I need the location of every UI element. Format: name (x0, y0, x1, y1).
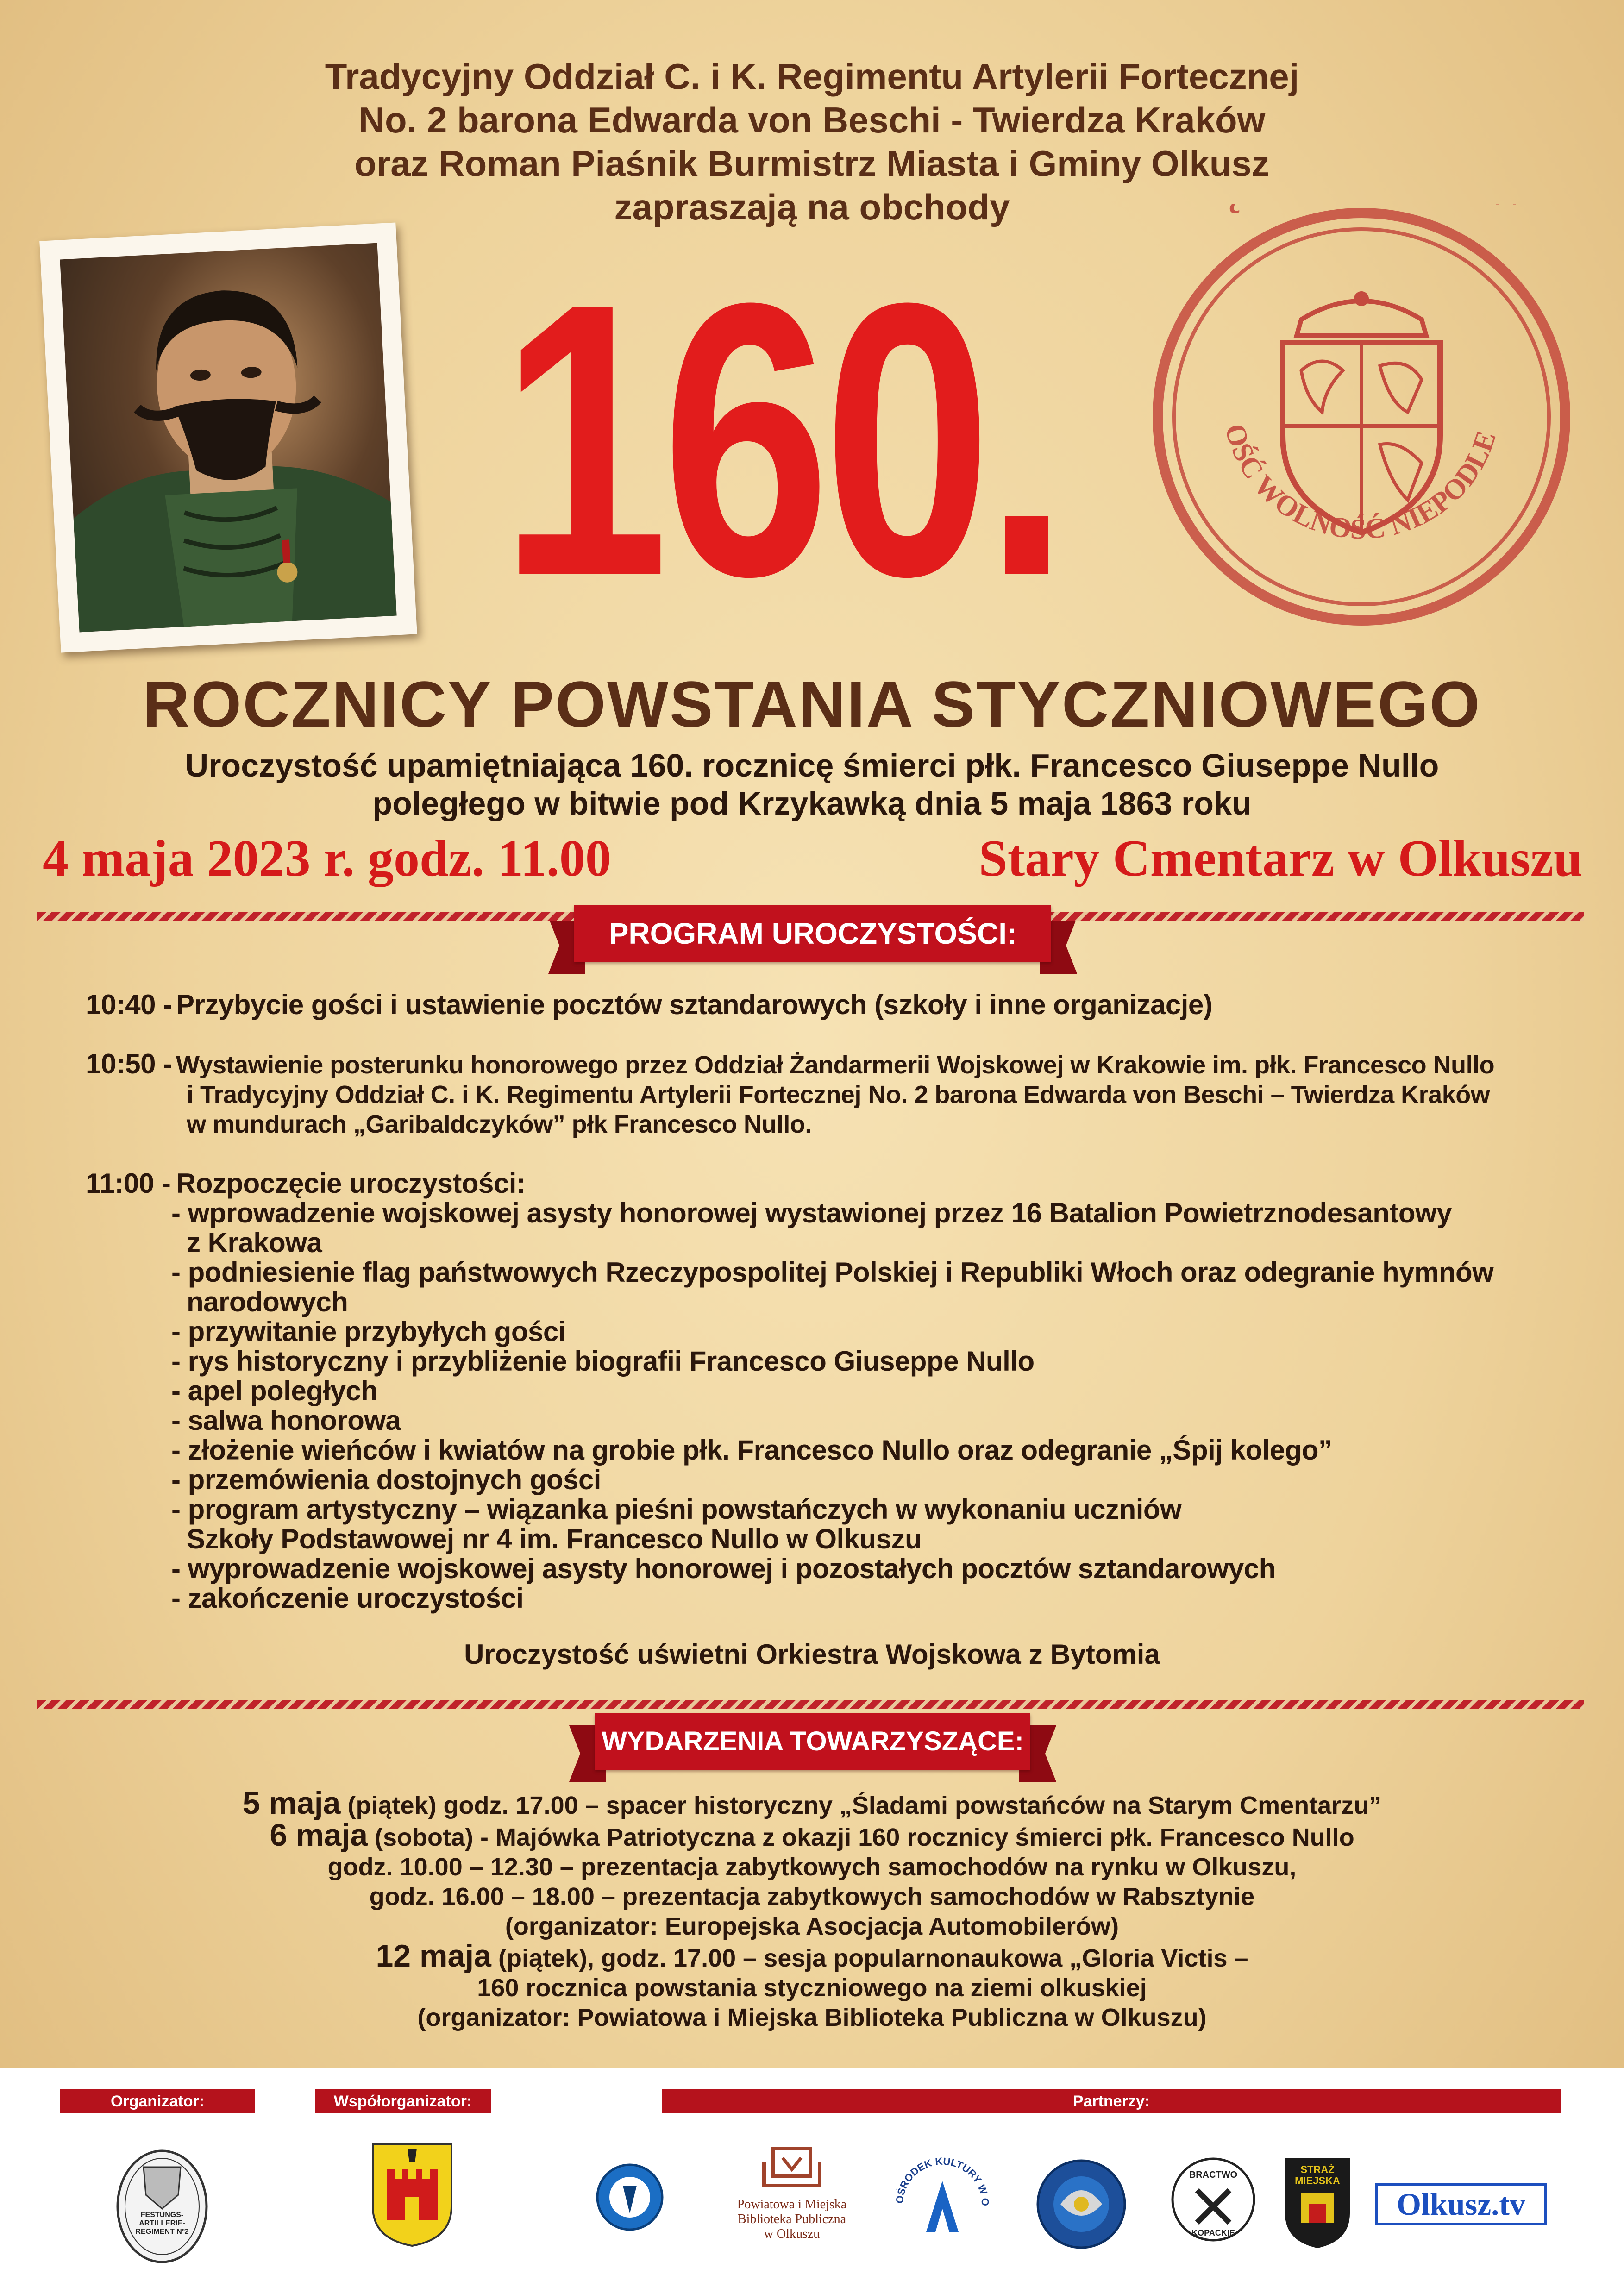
event-may-12-line-2: 160 rocznica powstania styczniowego na ziemi olkuskiej (477, 1974, 1147, 2002)
library-text-3: w Olkuszu (764, 2227, 820, 2241)
olkusz-coat-of-arms-icon (370, 2142, 454, 2248)
program-bullet-4: - rys historyczny i przybliżenie biografii Francesco Giuseppe Nullo (171, 1346, 1035, 1377)
event-may-12-line-3: (organizator: Powiatowa i Miejska Biblioteka Publiczna w Olkuszu) (417, 2004, 1207, 2031)
program-bullet-9b: Szkoły Podstawowej nr 4 im. Francesco Nullo w Olkuszu (187, 1523, 922, 1554)
anniversary-number: 160. (500, 223, 1062, 657)
event-desc-may-6: (sobota) - Majówka Patriotyczna z okazji 160 rocznicy śmierci płk. Francesco Nullo (375, 1824, 1354, 1851)
program-item-arrival: Przybycie gości i ustawienie pocztów sztandarowych (szkoły i inne organizacje) (176, 989, 1213, 1020)
bractwo-text: BRACTWO (1189, 2170, 1238, 2180)
library-book-icon (732, 2144, 852, 2195)
coorganizer-label: Współorganizator: (315, 2089, 491, 2113)
rope-divider-bottom (37, 1700, 1584, 1709)
program-bullet-11: - zakończenie uroczystości (171, 1583, 524, 1614)
header-line-2: No. 2 barona Edwarda von Beschi - Twierdza Kraków (358, 100, 1266, 140)
program-bullet-2b: narodowych (187, 1286, 348, 1317)
partners-label: Partnerzy: (662, 2089, 1561, 2113)
event-title: ROCZNICY POWSTANIA STYCZNIOWEGO (143, 668, 1481, 740)
library-logo (732, 2144, 852, 2255)
association-logo (1035, 2158, 1128, 2250)
school-emblem-icon (595, 2162, 665, 2232)
header-line-3: oraz Roman Piaśnik Burmistrz Miasta i Gminy Olkusz (354, 143, 1270, 184)
program-bullet-9a: - program artystyczny – wiązanka pieśni powstańczych w wykonaniu uczniów (171, 1494, 1182, 1525)
organizers-header (0, 55, 1624, 229)
event-desc-may-12: (piątek), godz. 17.00 – sesja popularnonaukowa „Gloria Victis – (498, 1944, 1248, 1972)
event-date-time: 4 maja 2023 r. godz. 11.00 (43, 830, 611, 887)
artillery-regiment-emblem-icon (116, 2149, 208, 2264)
program-time-1050: 10:50 - (86, 1048, 172, 1079)
mok-logo (889, 2139, 996, 2250)
library-text-1: Powiatowa i Miejska (737, 2197, 847, 2212)
portrait-photo (39, 222, 417, 652)
association-emblem-icon (1035, 2158, 1128, 2250)
olkusz-tv-logo[interactable]: Olkusz.tv (1375, 2183, 1547, 2225)
city-guard-logo (1280, 2153, 1354, 2250)
kopackie-text: KOPACKIE (1191, 2228, 1235, 2237)
subtitle-line-1: Uroczystość upamiętniająca 160. rocznicę śmierci płk. Francesco Giuseppe Nullo (185, 747, 1439, 783)
event-date-may-12: 12 maja (376, 1938, 491, 1974)
svg-text:RÓWNOŚĆ WOLNOŚĆ NIEPODLEGŁOŚĆ (1148, 204, 1502, 545)
subtitle-line-2: poległego w bitwie pod Krzykawką dnia 5 maja 1863 roku (372, 785, 1252, 821)
organizer-label: Organizator: (60, 2089, 255, 2113)
program-item-guard-2: i Tradycyjny Oddział C. i K. Regimentu Artylerii Fortecznej No. 2 barona Edwarda von Beschi – Twierdza Kraków (187, 1081, 1490, 1109)
program-bullet-10: - wyprowadzenie wojskowej asysty honorowej i pozostałych pocztów sztandarowych (171, 1553, 1276, 1584)
program-bullet-6: - salwa honorowa (171, 1405, 401, 1436)
event-date-may-6: 6 maja (270, 1817, 368, 1853)
event-subtitle (0, 746, 1624, 822)
bractwo-kopackie-logo (1169, 2153, 1257, 2250)
orchestra-note: Uroczystość uświetni Orkiestra Wojskowa z Bytomia (464, 1639, 1160, 1670)
seal-bottom-text: OŚĆ WOLNOŚĆ NIEPODLE (1218, 420, 1503, 545)
program-bullet-1b: z Krakowa (187, 1227, 322, 1258)
seal-stamp-graphic (1148, 204, 1574, 630)
olkusz-coat-of-arms (370, 2142, 454, 2248)
program-banner: PROGRAM UROCZYSTOŚCI: (574, 905, 1051, 962)
program-bullet-2a: - podniesienie flag państwowych Rzeczypospolitej Polskiej i Republiki Włoch oraz odegranie hymnów (171, 1257, 1494, 1288)
school-nullo-logo (595, 2162, 665, 2232)
event-may-12 (0, 1938, 1624, 1974)
library-text-2: Biblioteka Publiczna (737, 2212, 846, 2226)
program-item-guard-3: w mundurach „Garibaldczyków” płk Francesco Nullo. (187, 1110, 812, 1138)
accompanying-events (0, 1788, 1624, 2032)
event-may-6-line-3: godz. 16.00 – 18.00 – prezentacja zabytkowych samochodów w Rabsztynie (369, 1883, 1255, 1911)
program-bullet-5: - apel poległych (171, 1375, 378, 1406)
seal-top-text (1148, 204, 1560, 213)
event-may-6-line-2: godz. 10.00 – 12.30 – prezentacja zabytkowych samochodów na rynku w Olkuszu, (327, 1853, 1297, 1881)
program-bullet-8: - przemówienia dostojnych gości (171, 1464, 601, 1495)
program-time-1100: 11:00 - (86, 1168, 171, 1199)
event-date-may-5: 5 maja (242, 1786, 341, 1821)
program-item-guard-1: Wystawienie posterunku honorowego przez Oddział Żandarmerii Wojskowej w Krakowie im. płk. Francesco Nullo (176, 1051, 1495, 1079)
events-banner: WYDARZENIA TOWARZYSZĄCE: (595, 1713, 1030, 1770)
header-line-1: Tradycyjny Oddział C. i K. Regimentu Artylerii Fortecznej (325, 56, 1299, 97)
program-list (86, 990, 1591, 1638)
program-time-1040: 10:40 - (86, 989, 172, 1020)
festungs-artillerie-logo (116, 2149, 208, 2264)
portrait-painting (60, 243, 396, 633)
event-desc-may-5: (piątek) godz. 17.00 – spacer historyczny „Śladami powstańców na Starym Cmentarzu” (347, 1792, 1382, 1819)
event-place: Stary Cmentarz w Olkuszu (978, 830, 1582, 887)
event-may-6-line-4: (organizator: Europejska Asocjacja Automobilerów) (505, 1912, 1119, 1940)
program-bullet-3: - przywitanie przybyłych gości (171, 1316, 566, 1347)
francesco-nullo-portrait-image (60, 243, 396, 633)
national-government-seal (1148, 204, 1574, 630)
event-may-5 (0, 1788, 1624, 1820)
event-may-6 (0, 1817, 1624, 1853)
straz-text: STRAŻ MIEJSKA (1295, 2164, 1340, 2187)
program-item-start: Rozpoczęcie uroczystości: (176, 1168, 526, 1199)
artillery-logo-text: FESTUNGS-ARTILLERIE-REGIMENT Nº2 (135, 2211, 189, 2236)
mok-logo-text: OŚRODEK KULTURY W O (893, 2155, 991, 2206)
header-line-4: zapraszają na obchody (614, 187, 1010, 227)
program-bullet-1a: - wprowadzenie wojskowej asysty honorowej wystawionej przez 16 Batalion Powietrznodesantowy (171, 1197, 1452, 1228)
program-bullet-7: - złożenie wieńców i kwiatów na grobie płk. Francesco Nullo oraz odegranie „Śpij kolego” (171, 1435, 1332, 1466)
cultural-center-emblem-icon (889, 2139, 996, 2250)
